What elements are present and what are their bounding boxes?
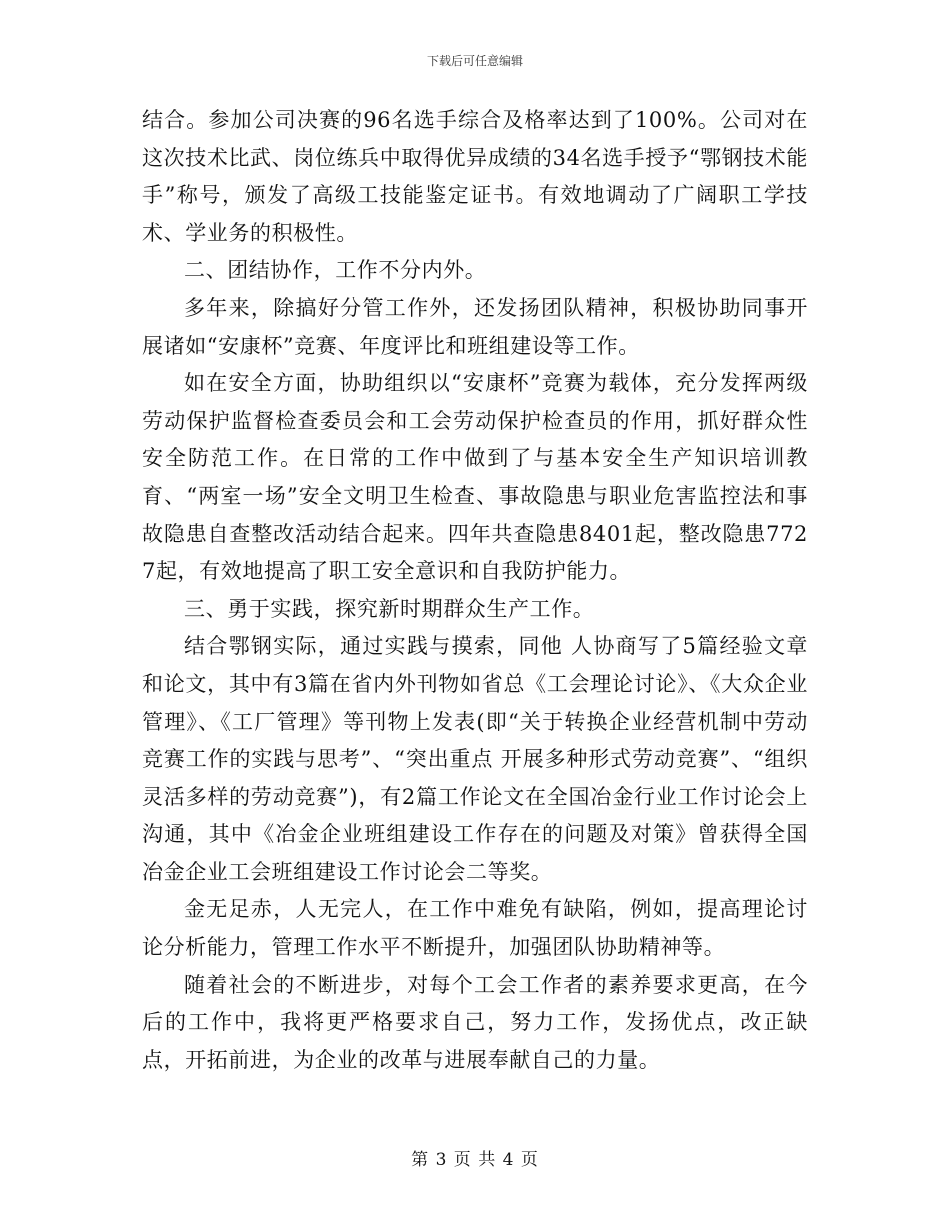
paragraph: 多年来，除搞好分管工作外，还发扬团队精神，积极协助同事开展诸如“安康杯”竞赛、年度评比和班组建设等工作。	[142, 295, 808, 358]
paragraph: 随着社会的不断进步，对每个工会工作者的素养要求更高，在今后的工作中，我将更严格要求自己，努力工作，发扬优点，改正缺点，开拓前进，为企业的改革与进展奉献自己的力量。	[142, 972, 808, 1072]
paragraph: 结合鄂钢实际，通过实践与摸索，同他 人协商写了5篇经验文章和论文，其中有3篇在省内外刊物如省总《工会理论讨论》、《大众企业管理》、《工厂管理》等刊物上发表(即“关于转换企业经营机制中劳动竞赛工作的实践与思考”、“突出重点 开展多种形式劳动竞赛”、“组织灵活多样的劳动竞赛”)，有2篇工作论文在全国冶金行业工作讨论会上沟通，其中《冶金企业班组建设工作存在的问题及对策》曾获得全国冶金企业工会班组建设工作讨论会二等奖。	[142, 634, 808, 884]
paragraph-continuation: 结合。参加公司决赛的96名选手综合及格率达到了100%。公司对在这次技术比武、岗位练兵中取得优异成绩的34名选手授予“鄂钢技术能手”称号，颁发了高级工技能鉴定证书。有效地调动了广阔职工学技术、学业务的积极性。	[142, 108, 808, 245]
paragraph: 金无足赤，人无完人，在工作中难免有缺陷，例如，提高理论讨论分析能力，管理工作水平不断提升，加强团队协助精神等。	[142, 897, 808, 960]
section-heading-3: 三、勇于实践，探究新时期群众生产工作。	[184, 596, 595, 621]
paragraph: 如在安全方面，协助组织以“安康杯”竞赛为载体，充分发挥两级劳动保护监督检查委员会和工会劳动保护检查员的作用，抓好群众性安全防范工作。在日常的工作中做到了与基本安全生产知识培训教育、“两室一场”安全文明卫生检查、事故隐患与职业危害监控法和事故隐患自查整改活动结合起来。四年共查隐患8401起，整改隐患7727起，有效地提高了职工安全意识和自我防护能力。	[142, 371, 808, 584]
section-heading-2: 二、团结协作，工作不分内外。	[184, 258, 487, 283]
page-number-footer: 第 3 页 共 4 页	[411, 1150, 539, 1170]
document-body	[142, 102, 808, 1079]
page-header-note: 下载后可任意编辑	[426, 54, 523, 68]
